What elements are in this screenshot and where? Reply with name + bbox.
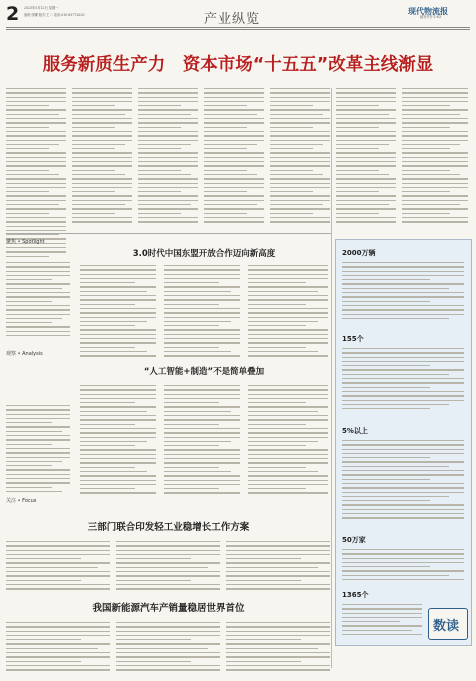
main-headline: 服务新质生产力 资本市场“十五五”改革主线渐显 [42,55,434,75]
column-6-text [336,88,396,228]
asean-text-c [248,265,328,357]
stat-1365: 1365个 [342,591,369,599]
section-title: 产业纵览 [204,12,261,27]
stat-5pct: 5%以上 [342,427,368,435]
column-separator [331,88,332,668]
stat-text-5 [342,604,422,640]
column-5-text [270,88,330,228]
stat-155: 155个 [342,335,364,343]
stat-2000: 2000万辆 [342,249,376,257]
stat-text-3 [342,440,464,526]
headline-nev: 我国新能源汽车产销量稳居世界首位 [92,603,245,614]
asean-text-b [164,265,240,357]
light-text-c [226,541,330,593]
newspaper-name: 现代物流报 [408,6,448,16]
light-text-b [116,541,220,593]
stat-50wan: 50万家 [342,536,366,544]
analysis-label: 观察 • Analysis [6,351,43,357]
column-4-text [204,88,264,228]
nev-text-a [6,622,110,674]
data-read-stamp [428,608,468,640]
nev-text-c [226,622,330,674]
focus-label: 关注 • Focus [6,498,37,504]
column-2-text [72,88,132,228]
ai-text-a [80,385,156,495]
stat-text-2 [342,348,464,414]
stat-text-4 [342,549,464,583]
asean-text-a [80,265,156,357]
left-col-text-1 [6,262,70,342]
headline-ai-manufacturing: “人工智能+制造”不是简单叠加 [143,367,265,377]
editor-line: 值班:张曜 版式:王二 电话:010-63772633 [24,13,85,17]
divider [6,233,331,234]
page-number: 2 [6,3,20,25]
postal-code: 邮发代号:1-63 [420,15,441,19]
headline-asean: 3.0时代中国东盟开放合作迈向新高度 [132,249,276,259]
stat-text-1 [342,262,464,322]
spotlight-label: 聚焦 • Spotlight [6,239,45,245]
stats-sidebar [335,239,472,646]
light-text-a [6,541,110,593]
column-7-text [402,88,468,228]
date-line: 2025年5月12日 星期一 [24,6,59,10]
ai-text-c [248,385,328,495]
ai-text-b [164,385,240,495]
left-col-text-2 [6,405,70,493]
column-3-text [138,88,198,228]
masthead-rule [6,27,470,28]
masthead [0,0,476,40]
stamp-label: 数读 [433,619,460,634]
headline-light-industry: 三部门联合印发轻工业稳增长工作方案 [87,522,250,533]
nev-text-b [116,622,220,674]
